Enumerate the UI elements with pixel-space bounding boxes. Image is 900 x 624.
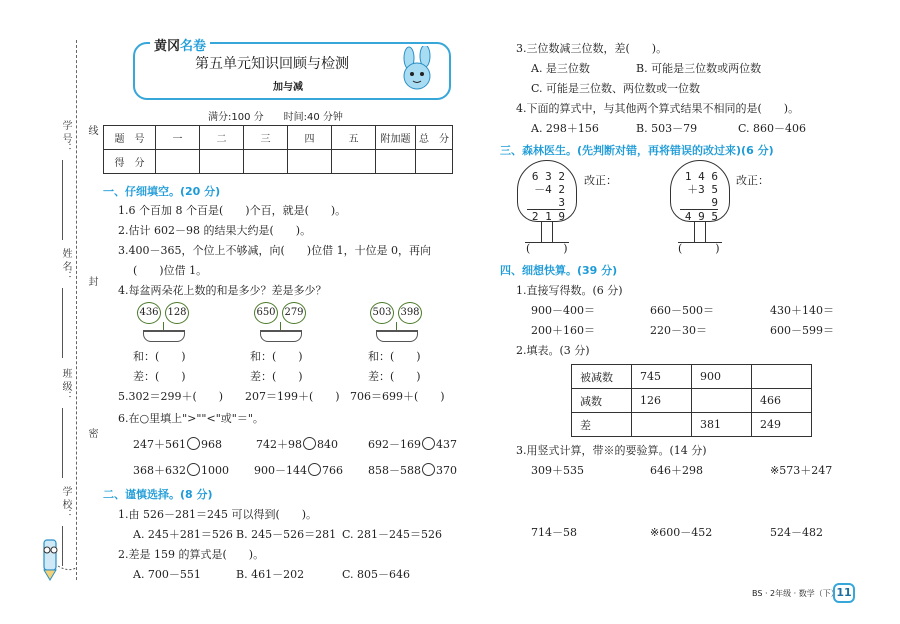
flower-pot-2: [252, 302, 310, 342]
tree-calculation: 6 3 2 －4 2 3 2 1 9: [527, 170, 565, 223]
tree-calculation: 1 4 6 ＋3 5 9 4 9 5: [680, 170, 718, 223]
s1-q5-b: 207＝199＋( ): [245, 390, 340, 403]
cut-word-feng: 封: [86, 276, 97, 286]
table-row: [572, 413, 812, 437]
page-number: 11: [833, 583, 855, 603]
s2-q4-opt-c: C. 860－406: [738, 122, 807, 135]
diff-answer-3: 差：( ): [368, 370, 421, 383]
table-cell: 被减数: [572, 365, 632, 389]
flower-number: 279: [282, 302, 306, 324]
score-header-cell: 四: [288, 126, 332, 150]
score-cell[interactable]: [156, 150, 200, 174]
exam-meta: 满分:100 分 时间:40 分钟: [208, 112, 343, 123]
flower-number: 128: [165, 302, 189, 324]
table-cell: 745: [632, 365, 692, 389]
s2-q3-opt-c: C. 可能是三位数、两位数或一位数: [531, 82, 701, 95]
table-cell: 减数: [572, 389, 632, 413]
flower-pot-3: [368, 302, 426, 342]
brand-logo: 黄冈名卷: [150, 35, 210, 54]
vertical-calc: 524－482: [770, 526, 823, 539]
score-header-cell: 题 号: [104, 126, 156, 150]
tree-problem-1: [517, 160, 577, 246]
vertical-calc: 309＋535: [531, 464, 584, 477]
score-header-cell: 总 分: [416, 126, 453, 150]
vertical-calc: ※573＋247: [770, 464, 833, 477]
section3-title: 三、森林医生。(先判断对错，再将错误的改过来)(6 分): [500, 144, 774, 157]
s2-q3-opt-b: B. 可能是三位数或两位数: [636, 62, 762, 75]
table-cell: 900: [692, 365, 752, 389]
table-cell: 466: [752, 389, 812, 413]
table-cell: 126: [632, 389, 692, 413]
section4-title: 四、细想快算。(39 分): [500, 264, 618, 277]
flower-number: 503: [370, 302, 394, 324]
compare-item: 900－144 766: [254, 464, 343, 477]
score-header-cell: 一: [156, 126, 200, 150]
compare-circle[interactable]: [422, 437, 435, 450]
table-cell[interactable]: [632, 413, 692, 437]
class-label: 班 级：: [60, 368, 71, 402]
s2-q1-opt-a: A. 245＋281＝526: [133, 528, 233, 541]
section2-title: 二、谨慎选择。(8 分): [103, 488, 213, 501]
student-id-label: 学 号：: [60, 120, 71, 154]
diff-answer-1: 差：( ): [133, 370, 186, 383]
s4-q2: 2.填表。(3 分): [516, 344, 590, 357]
judge-bracket-1[interactable]: ( ): [526, 242, 568, 255]
compare-item: 858－588 370: [368, 464, 457, 477]
s1-q2: 2.估计 602－98 的结果大约是( )。: [118, 224, 312, 237]
table-cell: 差: [572, 413, 632, 437]
s2-q3: 3.三位数减三位数，差( )。: [516, 42, 668, 55]
page-subtitle: 加与减: [273, 82, 303, 93]
table-row: [572, 365, 812, 389]
table-row: [572, 389, 812, 413]
s4-q1: 1.直接写得数。(6 分): [516, 284, 623, 297]
table-cell[interactable]: [752, 365, 812, 389]
vertical-calc: 714－58: [531, 526, 577, 539]
sum-answer-2: 和：( ): [250, 350, 303, 363]
direct-calc: 200＋160＝: [531, 324, 595, 337]
table-cell[interactable]: [692, 389, 752, 413]
s2-q1: 1.由 526－281＝245 可以得到( )。: [118, 508, 318, 521]
fill-in-table: [571, 364, 812, 437]
compare-circle[interactable]: [308, 463, 321, 476]
class-line: [62, 408, 63, 478]
s1-q5-c: 706＝699＋( ): [350, 390, 445, 403]
judge-bracket-2[interactable]: ( ): [678, 242, 720, 255]
score-header-cell: 附加题: [376, 126, 416, 150]
sum-answer-1: 和：( ): [133, 350, 186, 363]
binding-cut-line: [76, 40, 77, 580]
diff-answer-2: 差：( ): [250, 370, 303, 383]
score-header-cell: 三: [244, 126, 288, 150]
compare-item: 742＋98 840: [256, 438, 338, 451]
s2-q1-opt-b: B. 245－526＝281: [236, 528, 337, 541]
s2-q2-opt-a: A. 700－551: [133, 568, 201, 581]
compare-circle[interactable]: [303, 437, 316, 450]
grade-label: BS · 2年级 · 数学（下）: [752, 589, 839, 598]
s1-q3-line1: 3.400－365，个位上不够减，向( )位借 1，十位是 0，再向: [118, 244, 432, 257]
s2-q2: 2.差是 159 的算式是( )。: [118, 548, 265, 561]
section1-title: 一、仔细填空。(20 分): [103, 185, 221, 198]
s1-q3-line2: ( )位借 1。: [133, 264, 208, 277]
cut-word-mi: 密: [86, 428, 97, 438]
s2-q3-opt-a: A. 是三位数: [531, 62, 590, 75]
score-cell[interactable]: [200, 150, 244, 174]
compare-circle[interactable]: [187, 463, 200, 476]
tree-problem-2: [670, 160, 730, 246]
cut-word-xian: 线: [86, 125, 97, 135]
name-label: 姓 名：: [60, 248, 71, 282]
flower-number: 436: [137, 302, 161, 324]
pencil-mascot-icon: [30, 536, 80, 584]
score-table-score-row: [104, 150, 453, 174]
table-cell: 381: [692, 413, 752, 437]
direct-calc: 220－30＝: [650, 324, 707, 337]
score-row-label: 得 分: [104, 150, 156, 174]
flower-number: 398: [398, 302, 422, 324]
s1-q1: 1.6 个百加 8 个百是( )个百，就是( )。: [118, 204, 347, 217]
direct-calc: 900－400＝: [531, 304, 595, 317]
student-id-line: [62, 160, 63, 240]
sum-answer-3: 和：( ): [368, 350, 421, 363]
s2-q2-opt-b: B. 461－202: [236, 568, 305, 581]
direct-calc: 600－599＝: [770, 324, 834, 337]
vertical-calc: ※600－452: [650, 526, 713, 539]
correction-label-2: 改正：: [736, 174, 769, 187]
score-cell[interactable]: [332, 150, 376, 174]
s4-q3: 3.用竖式计算，带※的要验算。(14 分): [516, 444, 707, 457]
s1-q6: 6.在○里填上">""<"或"＝"。: [118, 412, 264, 425]
rabbit-mascot-icon: [391, 46, 443, 96]
school-label: 学 校：: [60, 486, 71, 520]
direct-calc: 660－500＝: [650, 304, 714, 317]
s2-q4-opt-b: B. 503－79: [636, 122, 698, 135]
compare-circle[interactable]: [422, 463, 435, 476]
score-header-cell: 二: [200, 126, 244, 150]
compare-item: 692－169 437: [368, 438, 457, 451]
s2-q4-opt-a: A. 298＋156: [531, 122, 599, 135]
page-title: 第五单元知识回顾与检测: [195, 56, 349, 72]
s2-q4: 4.下面的算式中，与其他两个算式结果不相同的是( )。: [516, 102, 800, 115]
vertical-calc: 646＋298: [650, 464, 703, 477]
compare-item: 368＋632 1000: [133, 464, 229, 477]
score-cell[interactable]: [288, 150, 332, 174]
s2-q1-opt-c: C. 281－245＝526: [342, 528, 443, 541]
s2-q2-opt-c: C. 805－646: [342, 568, 411, 581]
score-table: [103, 125, 453, 174]
score-cell[interactable]: [416, 150, 453, 174]
score-cell[interactable]: [244, 150, 288, 174]
compare-circle[interactable]: [187, 437, 200, 450]
score-cell[interactable]: [376, 150, 416, 174]
flower-pot-1: [135, 302, 193, 342]
s1-q4: 4.每盆两朵花上数的和是多少？差是多少？: [118, 284, 327, 297]
table-cell: 249: [752, 413, 812, 437]
score-table-header-row: [104, 126, 453, 150]
score-header-cell: 五: [332, 126, 376, 150]
compare-item: 247＋561 968: [133, 438, 222, 451]
s1-q5-a: 5.302＝299＋( ): [118, 390, 224, 403]
correction-label-1: 改正：: [584, 174, 617, 187]
direct-calc: 430＋140＝: [770, 304, 834, 317]
name-line: [62, 288, 63, 358]
flower-number: 650: [254, 302, 278, 324]
